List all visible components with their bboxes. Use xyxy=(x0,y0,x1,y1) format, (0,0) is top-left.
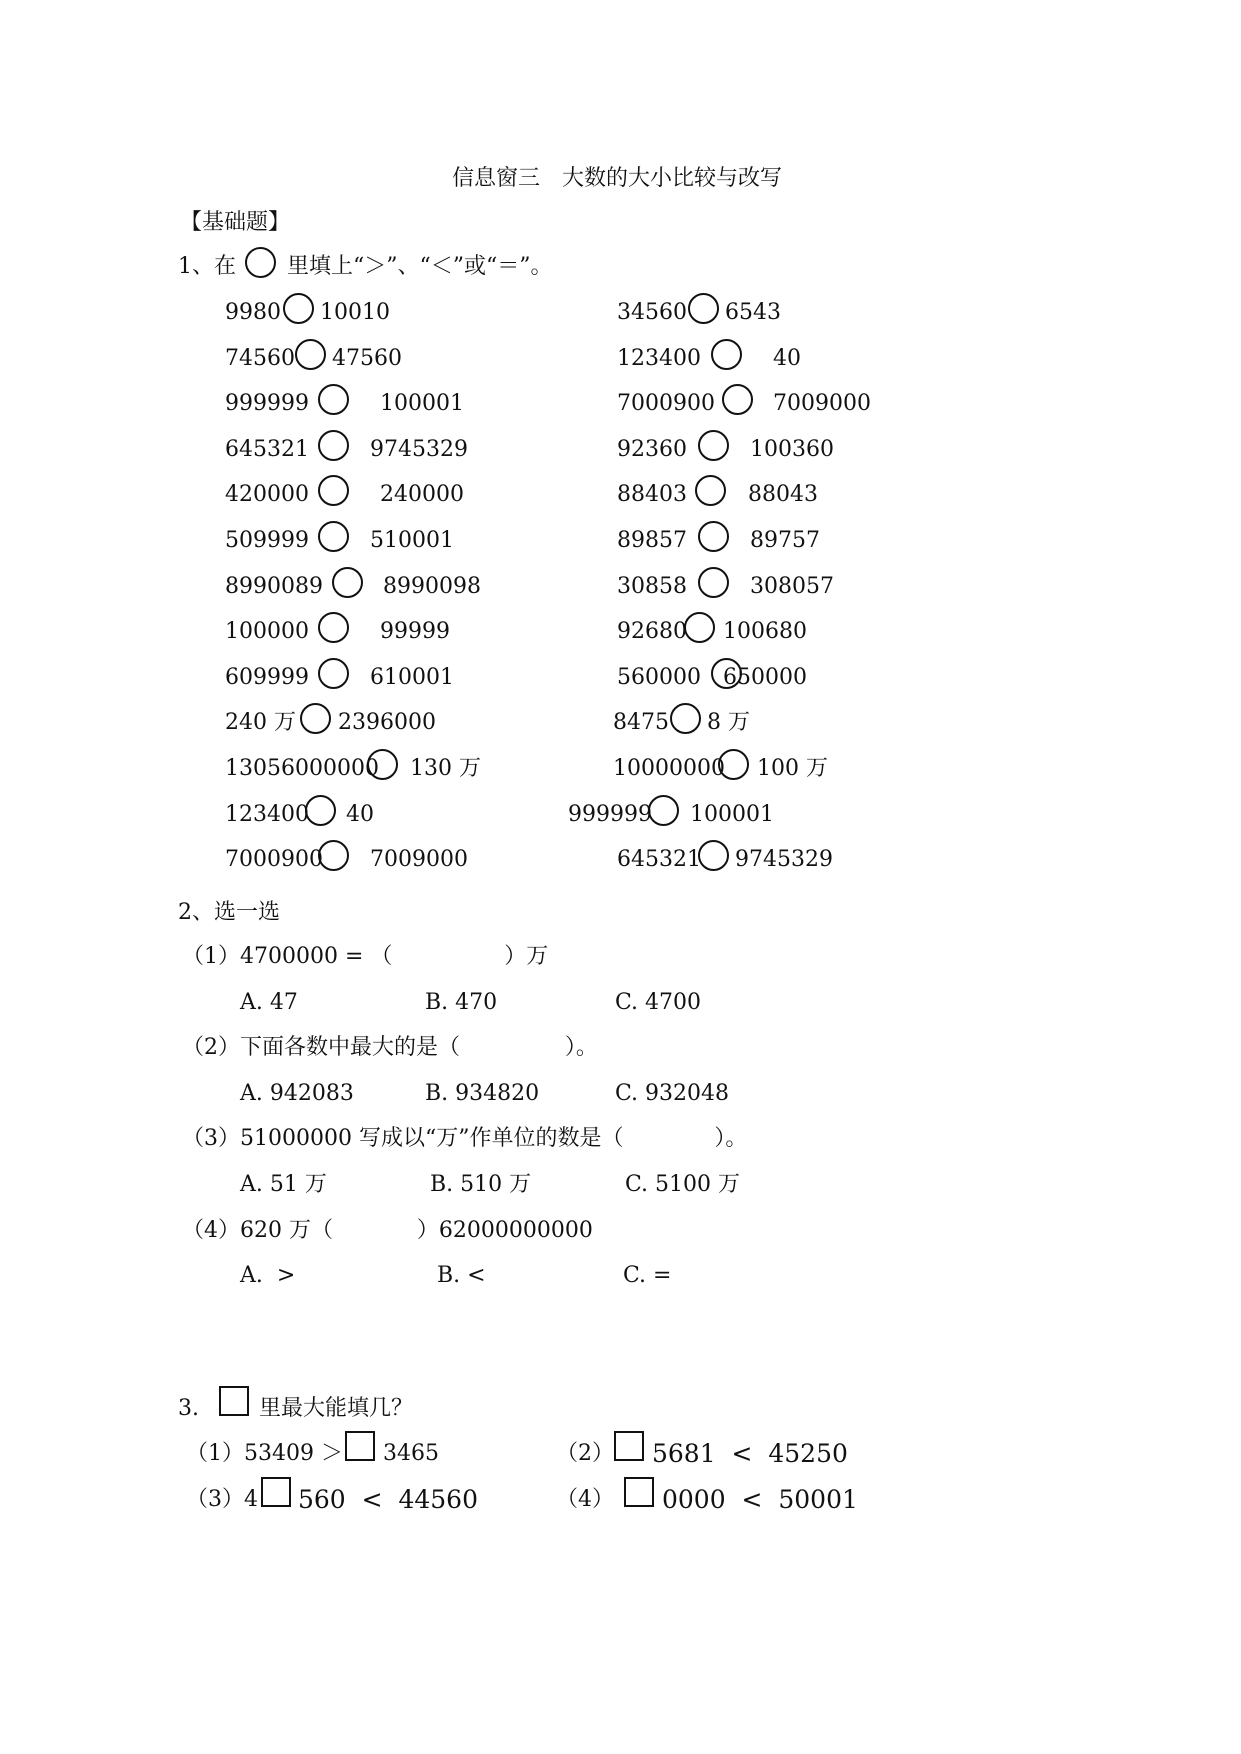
q1-left-row-11-b: 130 万 xyxy=(410,756,481,781)
q1-left-row-10-a: 240 万 xyxy=(225,710,296,735)
q1-right-row-2-answer-circle[interactable] xyxy=(711,339,742,370)
q1-right-row-5-answer-circle[interactable] xyxy=(695,475,726,506)
q1-right-row-7-a: 30858 xyxy=(617,574,687,599)
q1-right-row-2-a: 123400 xyxy=(617,346,701,371)
q1-left-row-2-a: 74560 xyxy=(225,346,295,371)
q3-part-3-answer-box[interactable] xyxy=(261,1477,291,1507)
q1-right-row-8-b: 100680 xyxy=(723,619,807,644)
q1-left-row-1-answer-circle[interactable] xyxy=(283,293,314,324)
q1-right-row-10-a: 8475 xyxy=(613,710,669,735)
q1-left-row-2-b: 47560 xyxy=(332,346,402,371)
q1-right-row-1-answer-circle[interactable] xyxy=(688,293,719,324)
q1-left-row-13-b: 7009000 xyxy=(370,847,468,872)
q1-right-row-1-a: 34560 xyxy=(617,300,687,325)
q2-item-4-option-c[interactable]: C. = xyxy=(623,1263,672,1288)
q3-part-3-prefix: （3）4 xyxy=(186,1487,258,1512)
q1-left-row-9-a: 609999 xyxy=(225,665,309,690)
q1-left-row-3-a: 999999 xyxy=(225,391,309,416)
q1-left-row-7-answer-circle[interactable] xyxy=(332,567,363,598)
q2-label: 2、选一选 xyxy=(178,900,280,925)
q1-left-row-8-b: 99999 xyxy=(380,619,450,644)
q1-left-row-3-b: 100001 xyxy=(380,391,464,416)
q1-right-row-11-answer-circle[interactable] xyxy=(718,749,749,780)
q2-item-3-option-b[interactable]: B. 510 万 xyxy=(430,1172,532,1197)
q3-part-4-suffix: 0000 < 50001 xyxy=(662,1485,858,1514)
q1-right-row-5-a: 88403 xyxy=(617,482,687,507)
q1-right-row-6-b: 89757 xyxy=(750,528,820,553)
q1-left-row-4-b: 9745329 xyxy=(370,437,468,462)
answer-box-icon xyxy=(219,1386,249,1416)
q1-left-row-5-answer-circle[interactable] xyxy=(318,475,349,506)
q1-right-row-3-answer-circle[interactable] xyxy=(722,384,753,415)
q3-part-1-answer-box[interactable] xyxy=(345,1431,375,1461)
q1-right-row-4-a: 92360 xyxy=(617,437,687,462)
q1-right-row-4-b: 100360 xyxy=(750,437,834,462)
q1-left-row-6-a: 509999 xyxy=(225,528,309,553)
q2-item-3-option-a[interactable]: A. 51 万 xyxy=(240,1172,327,1197)
q1-left-row-2-answer-circle[interactable] xyxy=(295,339,326,370)
q1-right-row-8-a: 92680 xyxy=(617,619,687,644)
q3-part-1-suffix: 3465 xyxy=(383,1441,439,1466)
q1-right-row-9-b: 650000 xyxy=(723,665,807,690)
q1-left-row-3-answer-circle[interactable] xyxy=(318,384,349,415)
q1-left-row-8-answer-circle[interactable] xyxy=(318,612,349,643)
q2-item-1-stem: （1）4700000 = （ ）万 xyxy=(182,944,549,969)
page-title: 信息窗三 大数的大小比较与改写 xyxy=(452,166,783,191)
q1-left-row-6-answer-circle[interactable] xyxy=(318,521,349,552)
q1-left-row-9-answer-circle[interactable] xyxy=(318,658,349,689)
q1-left-row-6-b: 510001 xyxy=(370,528,454,553)
q2-item-1-option-a[interactable]: A. 47 xyxy=(240,990,298,1015)
q2-item-3-option-c[interactable]: C. 5100 万 xyxy=(625,1172,741,1197)
q1-right-row-5-b: 88043 xyxy=(748,482,818,507)
section-heading: 【基础题】 xyxy=(180,210,291,235)
q1-label-prefix: 1、在 xyxy=(178,254,236,279)
q1-right-row-7-answer-circle[interactable] xyxy=(698,567,729,598)
q1-right-row-12-answer-circle[interactable] xyxy=(648,795,679,826)
q1-left-row-5-b: 240000 xyxy=(380,482,464,507)
q1-right-row-13-a: 645321 xyxy=(617,847,701,872)
q1-left-row-7-b: 8990098 xyxy=(383,574,481,599)
q1-right-row-6-answer-circle[interactable] xyxy=(698,521,729,552)
q1-left-row-10-answer-circle[interactable] xyxy=(300,703,331,734)
q2-item-2-option-b[interactable]: B. 934820 xyxy=(425,1081,540,1106)
q2-item-1-option-c[interactable]: C. 4700 xyxy=(615,990,702,1015)
q3-part-4-prefix: （4） xyxy=(556,1487,614,1512)
q3-label-suffix: 里最大能填几？ xyxy=(259,1396,414,1421)
q2-item-2-option-a[interactable]: A. 942083 xyxy=(240,1081,354,1106)
q1-left-row-1-a: 9980 xyxy=(225,300,281,325)
q1-right-row-10-answer-circle[interactable] xyxy=(670,703,701,734)
q1-left-row-12-a: 123400 xyxy=(225,802,309,827)
q1-right-row-9-a: 560000 xyxy=(617,665,701,690)
q1-left-row-12-answer-circle[interactable] xyxy=(305,795,336,826)
q1-right-row-3-b: 7009000 xyxy=(773,391,871,416)
q1-right-row-3-a: 7000900 xyxy=(617,391,715,416)
q1-left-row-10-b: 2396000 xyxy=(338,710,436,735)
q1-left-row-8-a: 100000 xyxy=(225,619,309,644)
q3-label-prefix: 3. xyxy=(178,1396,199,1421)
q1-right-row-12-b: 100001 xyxy=(690,802,774,827)
q1-right-row-10-b: 8 万 xyxy=(707,710,750,735)
answer-circle-icon xyxy=(245,247,276,278)
q1-right-row-6-a: 89857 xyxy=(617,528,687,553)
q1-left-row-7-a: 8990089 xyxy=(225,574,323,599)
q1-right-row-13-b: 9745329 xyxy=(735,847,833,872)
q2-item-2-option-c[interactable]: C. 932048 xyxy=(615,1081,730,1106)
q1-right-row-4-answer-circle[interactable] xyxy=(698,430,729,461)
q3-part-2-suffix: 5681 < 45250 xyxy=(652,1439,848,1468)
q1-right-row-12-a: 999999 xyxy=(568,802,652,827)
q3-part-2-prefix: （2） xyxy=(556,1441,614,1466)
q2-item-2-stem: （2）下面各数中最大的是（ ）。 xyxy=(182,1035,598,1060)
q2-item-3-stem: （3）51000000 写成以“万”作单位的数是（ ）。 xyxy=(182,1126,748,1151)
q2-item-4-option-a[interactable]: A. > xyxy=(240,1263,296,1288)
q1-left-row-9-b: 610001 xyxy=(370,665,454,690)
q1-label-suffix: 里填上“＞”、“＜”或“＝”。 xyxy=(287,254,553,279)
q1-left-row-11-a: 13056000000 xyxy=(225,756,379,781)
q1-left-row-4-answer-circle[interactable] xyxy=(318,430,349,461)
q1-left-row-4-a: 645321 xyxy=(225,437,309,462)
q1-left-row-11-answer-circle[interactable] xyxy=(367,749,398,780)
q2-item-4-stem: （4）620 万（ ）62000000000 xyxy=(182,1218,593,1243)
q1-right-row-13-answer-circle[interactable] xyxy=(698,840,729,871)
q3-part-3-suffix: 560 < 44560 xyxy=(298,1485,478,1514)
q1-right-row-7-b: 308057 xyxy=(750,574,834,599)
q2-item-1-option-b[interactable]: B. 470 xyxy=(425,990,498,1015)
q2-item-4-option-b[interactable]: B. < xyxy=(437,1263,486,1288)
q1-left-row-12-b: 40 xyxy=(346,802,374,827)
q1-left-row-13-answer-circle[interactable] xyxy=(318,840,349,871)
q1-right-row-8-answer-circle[interactable] xyxy=(684,612,715,643)
q1-right-row-11-a: 10000000 xyxy=(613,756,725,781)
q3-part-1-prefix: （1）53409 ＞ xyxy=(186,1441,343,1466)
q1-left-row-1-b: 10010 xyxy=(320,300,390,325)
q1-right-row-2-b: 40 xyxy=(773,346,801,371)
q1-left-row-13-a: 7000900 xyxy=(225,847,323,872)
q3-part-2-answer-box[interactable] xyxy=(614,1431,644,1461)
q1-right-row-1-b: 6543 xyxy=(725,300,781,325)
q1-right-row-11-b: 100 万 xyxy=(757,756,828,781)
q3-part-4-answer-box[interactable] xyxy=(624,1477,654,1507)
q1-left-row-5-a: 420000 xyxy=(225,482,309,507)
